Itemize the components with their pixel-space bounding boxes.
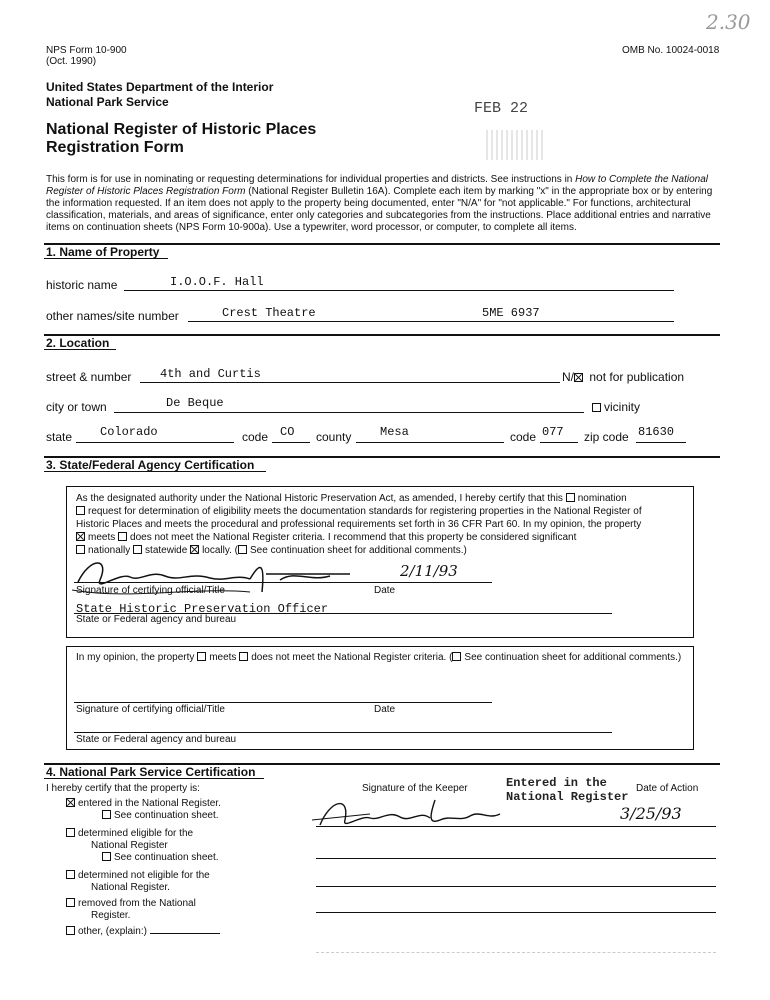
agency-block bbox=[46, 80, 273, 110]
request-determination-checkbox[interactable] bbox=[76, 506, 85, 515]
intro-instructions: This form is for use in nominating or requesting determinations for individual properties and districts. See instructions in How to Complete the National Register of Historic Places Registration Form (National Register Bulletin 16A). Complete each item by marking "x" in the appropriate box or by entering the information requested. If an item does not apply to the property being documented, enter "N/A" for "not applicable." For functions, architectural classification, materials, and areas of significance, enter only categories and subcategories from the instructions. Place additional entries and narrative items on continuation sheets (NPS Form 10-900a). Use a typewriter, word processor, or computer, to complete all items. bbox=[46, 174, 713, 233]
signature-line bbox=[74, 582, 492, 583]
keeper-line-4 bbox=[316, 912, 716, 913]
entered-stamp-line-1: Entered in the bbox=[506, 776, 607, 790]
state-value[interactable]: Colorado bbox=[100, 425, 158, 439]
state-code-line bbox=[272, 442, 310, 443]
section-4-heading-underline bbox=[44, 778, 264, 779]
section-3-heading: 3. State/Federal Agency Certification bbox=[46, 458, 255, 472]
state-code-label: code bbox=[242, 430, 269, 444]
other-checkbox[interactable] bbox=[66, 926, 75, 935]
zip-label: zip code bbox=[584, 430, 629, 444]
not-pub-prefix: N/ bbox=[562, 370, 574, 384]
historic-name-label: historic name bbox=[46, 278, 118, 292]
signature-2-label: Signature of certifying official/Title bbox=[76, 704, 225, 715]
nps-cert-intro: I hereby certify that the property is: bbox=[46, 783, 200, 794]
zip-line bbox=[636, 442, 686, 443]
city-value[interactable]: De Beque bbox=[166, 396, 224, 410]
received-stamp: FEB 22 bbox=[474, 100, 529, 117]
date-2-label: Date bbox=[374, 704, 396, 715]
other-names-line bbox=[188, 321, 674, 322]
section-2-heading: 2. Location bbox=[46, 336, 110, 350]
form-date: (Oct. 1990) bbox=[46, 56, 97, 67]
date-of-action-label: Date of Action bbox=[636, 783, 699, 794]
faded-stamp-icon bbox=[486, 130, 546, 160]
signature-label: Signature of certifying official/Title bbox=[76, 585, 225, 596]
form-number: NPS Form 10-900 bbox=[46, 45, 127, 56]
other-names-label: other names/site number bbox=[46, 309, 179, 323]
title-line-1: National Register of Historic Places bbox=[46, 121, 317, 138]
site-number-value[interactable]: 5ME 6937 bbox=[482, 306, 540, 320]
agency-2-line bbox=[74, 732, 612, 733]
entered-stamp-line-2: National Register bbox=[506, 790, 629, 804]
eligible-checkbox[interactable] bbox=[66, 828, 75, 837]
city-line bbox=[114, 412, 584, 413]
county-line bbox=[356, 442, 504, 443]
state-certification-text: As the designated authority under the National Historic Preservation Act, as amended, I hereby certify that this nomination request for determination of eligibility meets the documentation standards for registering properties in the National Register of Historic Places and meets the procedural and professional requirements set forth in 36 CFR Part 60. In my opinion, the property meets does not meet the National Register criteria. I recommend that this property be considered significant nationally statewide locally. ( See continuation sheet for additional comments.) bbox=[76, 493, 642, 556]
city-label: city or town bbox=[46, 400, 107, 414]
street-value[interactable]: 4th and Curtis bbox=[160, 367, 261, 381]
keeper-line-1 bbox=[316, 826, 716, 827]
opinion-meets-checkbox[interactable] bbox=[197, 652, 206, 661]
handwritten-corner-note: 2.30 bbox=[706, 10, 751, 34]
section-3-heading-underline bbox=[44, 471, 266, 472]
eligible-continuation-checkbox[interactable] bbox=[102, 852, 111, 861]
not-eligible-checkbox[interactable] bbox=[66, 870, 75, 879]
keeper-line-5 bbox=[316, 952, 716, 953]
not-for-publication-checkbox[interactable] bbox=[574, 373, 583, 382]
page-title bbox=[46, 121, 316, 157]
removed-checkbox[interactable] bbox=[66, 898, 75, 907]
state-line bbox=[76, 442, 234, 443]
street-label: street & number bbox=[46, 370, 132, 384]
meets-checkbox[interactable] bbox=[76, 532, 85, 541]
nomination-checkbox[interactable] bbox=[566, 493, 575, 502]
section-2-heading-underline bbox=[44, 349, 116, 350]
keeper-signature-icon bbox=[310, 790, 510, 835]
opinion-continuation-checkbox[interactable] bbox=[452, 652, 461, 661]
date-of-action: 3/25/93 bbox=[620, 804, 682, 823]
agency-value[interactable]: State Historic Preservation Officer bbox=[76, 602, 329, 616]
street-line bbox=[140, 382, 560, 383]
historic-name-value[interactable]: I.O.O.F. Hall bbox=[170, 275, 264, 289]
agency-2-label: State or Federal agency and bureau bbox=[76, 734, 237, 745]
agency-label: State or Federal agency and bureau bbox=[76, 614, 237, 625]
section-1-heading: 1. Name of Property bbox=[46, 245, 160, 259]
service-name: National Park Service bbox=[46, 95, 169, 109]
section-1-heading-underline bbox=[44, 258, 168, 259]
opinion-does-not-meet-checkbox[interactable] bbox=[239, 652, 248, 661]
vicinity-label: vicinity bbox=[604, 400, 641, 414]
county-code-label: code bbox=[510, 430, 537, 444]
section-4-heading: 4. National Park Service Certification bbox=[46, 765, 256, 779]
not-pub-label: not for publication bbox=[589, 370, 685, 384]
other-names-value[interactable]: Crest Theatre bbox=[222, 306, 316, 320]
keeper-signature-label: Signature of the Keeper bbox=[362, 783, 468, 794]
not-for-publication bbox=[562, 370, 684, 384]
department-name: United States Department of the Interior bbox=[46, 80, 274, 94]
keeper-line-3 bbox=[316, 886, 716, 887]
entered-continuation-checkbox[interactable] bbox=[102, 810, 111, 819]
entered-checkbox[interactable] bbox=[66, 798, 75, 807]
section-2-rule bbox=[44, 334, 720, 336]
opinion-text: In my opinion, the property meets does not meet the National Register criteria. ( See continuation sheet for additional comments.) bbox=[76, 652, 682, 663]
county-value[interactable]: Mesa bbox=[380, 425, 409, 439]
certification-date: 2/11/93 bbox=[400, 562, 458, 580]
omb-number: OMB No. 10024-0018 bbox=[622, 45, 720, 56]
title-line-2: Registration Form bbox=[46, 139, 184, 156]
keeper-line-2 bbox=[316, 858, 716, 859]
vicinity-checkbox[interactable] bbox=[592, 403, 601, 412]
state-code-value[interactable]: CO bbox=[280, 425, 295, 439]
county-code-line bbox=[540, 442, 578, 443]
state-label: state bbox=[46, 430, 73, 444]
signature-2-line bbox=[74, 702, 492, 703]
date-label: Date bbox=[374, 585, 396, 596]
county-code-value[interactable]: 077 bbox=[542, 425, 564, 439]
vicinity bbox=[592, 400, 640, 414]
nps-cert-options: entered in the National Register. See continuation sheet. determined eligible for the National Register See continuation sheet. determined not eligible for the National Register. removed from the National Register. other, (explain:) bbox=[66, 798, 221, 938]
historic-name-line bbox=[124, 290, 674, 291]
form-number-block bbox=[46, 45, 127, 67]
does-not-meet-checkbox[interactable] bbox=[118, 532, 127, 541]
county-label: county bbox=[316, 430, 352, 444]
entered-stamp bbox=[506, 776, 628, 804]
zip-value[interactable]: 81630 bbox=[638, 425, 675, 439]
